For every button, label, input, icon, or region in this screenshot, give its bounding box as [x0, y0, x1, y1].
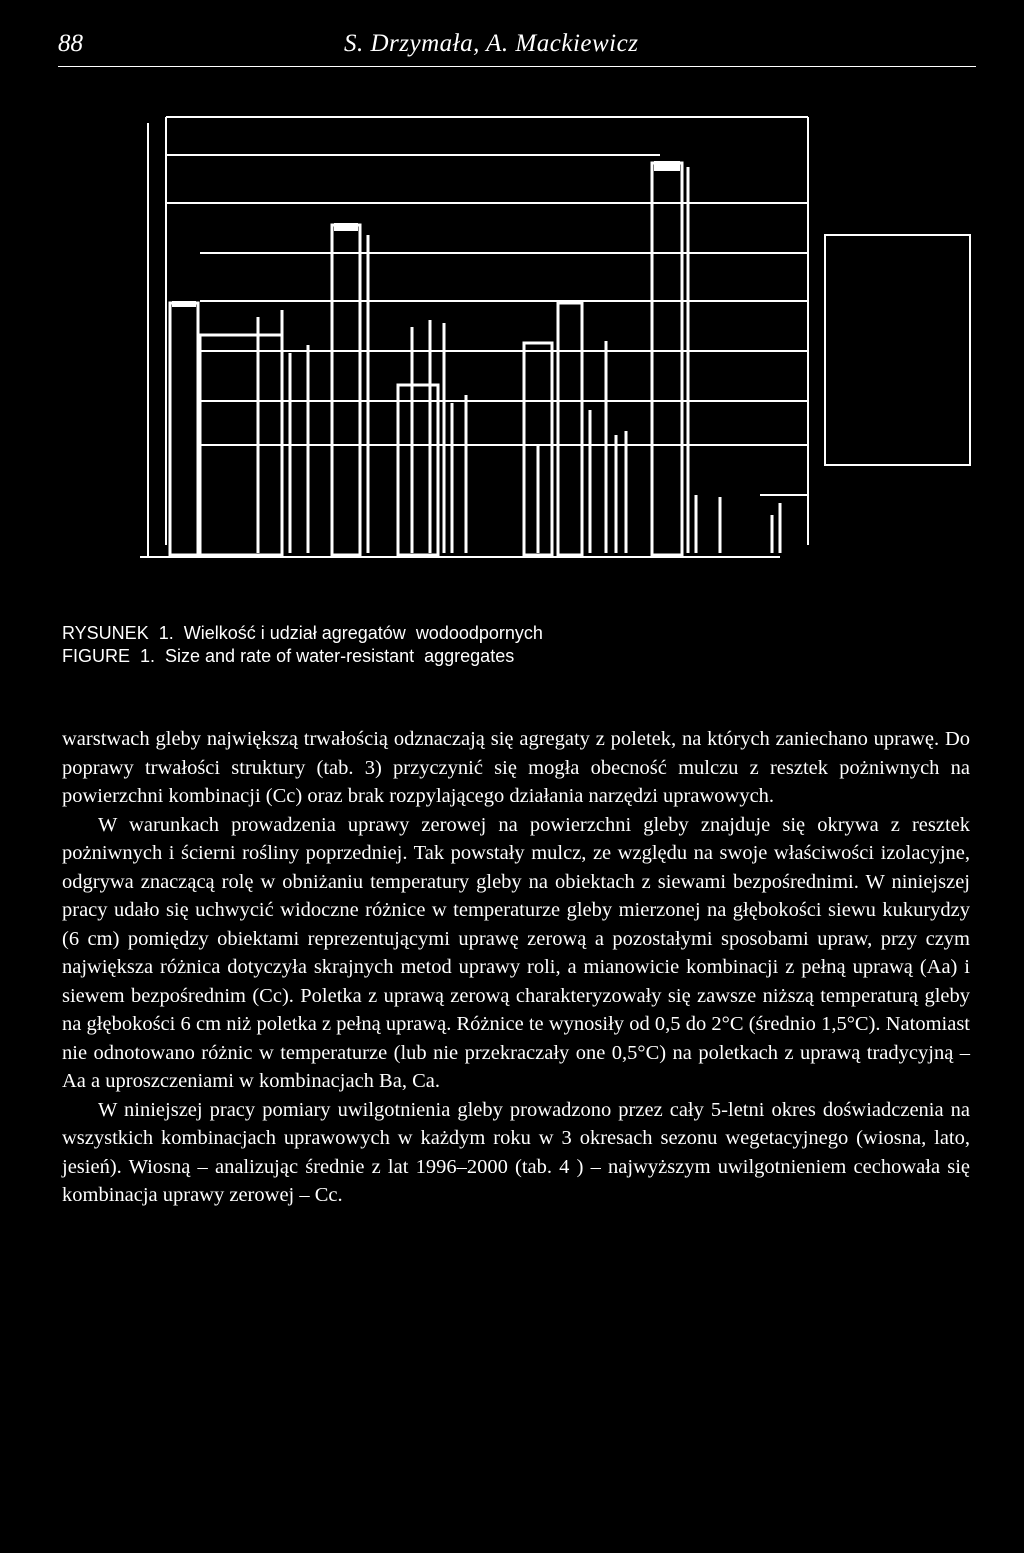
- caption-english: FIGURE 1. Size and rate of water-resistant aggregates: [62, 646, 515, 666]
- bar: [332, 225, 360, 555]
- body-text: [62, 725, 970, 1210]
- running-header: [58, 30, 976, 70]
- figure-caption: [62, 622, 962, 668]
- paragraph: W niniejszej pracy pomiary uwilgotnienia gleby prowadzono przez cały 5-letni okres doświadczenia na wszystkich kombinacjach uprawowych w każdym roku w 3 okresach sezonu wegetacyjnego (wiosna, lato, jesień). Wiosną – analizując średnie z lat 1996–2000 (tab. 4 ) – najwyższym uwilgotnieniem cechowała się kombinacja uprawy zerowej – Cc.: [62, 1098, 970, 1206]
- bar-cap: [172, 301, 196, 307]
- header-rule: [58, 66, 976, 67]
- bar: [170, 303, 198, 555]
- bar-cap: [334, 223, 358, 231]
- bar-chart-graphic: [140, 105, 980, 575]
- figure-1-chart: [140, 105, 980, 575]
- paragraph: W warunkach prowadzenia uprawy zerowej na powierzchni gleby znajduje się okrywa z resztek pożniwnych i ścierni rośliny poprzedniej. Tak powstały mulcz, ze względu na swoje właściwości izolacyjne, odgrywa znaczącą rolę w obniżaniu temperatury gleby na obiektach z siewami bezpośrednimi. W niniejszej pracy udało się uchwycić widoczne różnice w temperaturze gleby mierzonej na głębokości siewu kukurydzy (6 cm) pomiędzy obiektami reprezentującymi uprawę zerową a pozostałymi sposobami upraw, przy czym największa różnica dotyczyła skrajnych metod uprawy roli, a mianowicie kombinacji z pełną uprawą (Aa) i siewem bezpośrednim (Cc). Poletka z uprawą zerową charakteryzowały się zawsze niższą temperaturą gleby na głębokości 6 cm niż poletka z pełną uprawą. Różnice te wynosiły od 0,5 do 2°C (średnio 1,5°C). Natomiast nie odnotowano różnic w temperaturze (lub nie przekraczały one 0,5°C) na poletkach z uprawą tradycyjną – Aa a uproszczeniami w kombinacjach Ba, Ca.: [62, 813, 970, 1092]
- bar: [558, 303, 582, 555]
- bar: [652, 163, 682, 555]
- legend-box: [825, 235, 970, 465]
- page-number: 88: [58, 30, 83, 57]
- bar-cap: [654, 161, 680, 171]
- bar: [398, 385, 438, 555]
- caption-polish: RYSUNEK 1. Wielkość i udział agregatów wodoodpornych: [62, 623, 543, 643]
- paragraph: warstwach gleby największą trwałością odznaczają się agregaty z poletek, na których zaniechano uprawę. Do poprawy trwałości struktury (tab. 3) przyczynić się mogła obecność mulczu z resztek pożniwnych na powierzchni kombinacji (Cc) oraz brak rozpylającego działania narzędzi uprawowych.: [62, 728, 970, 807]
- running-head-authors: S. Drzymała, A. Mackiewicz: [344, 30, 639, 57]
